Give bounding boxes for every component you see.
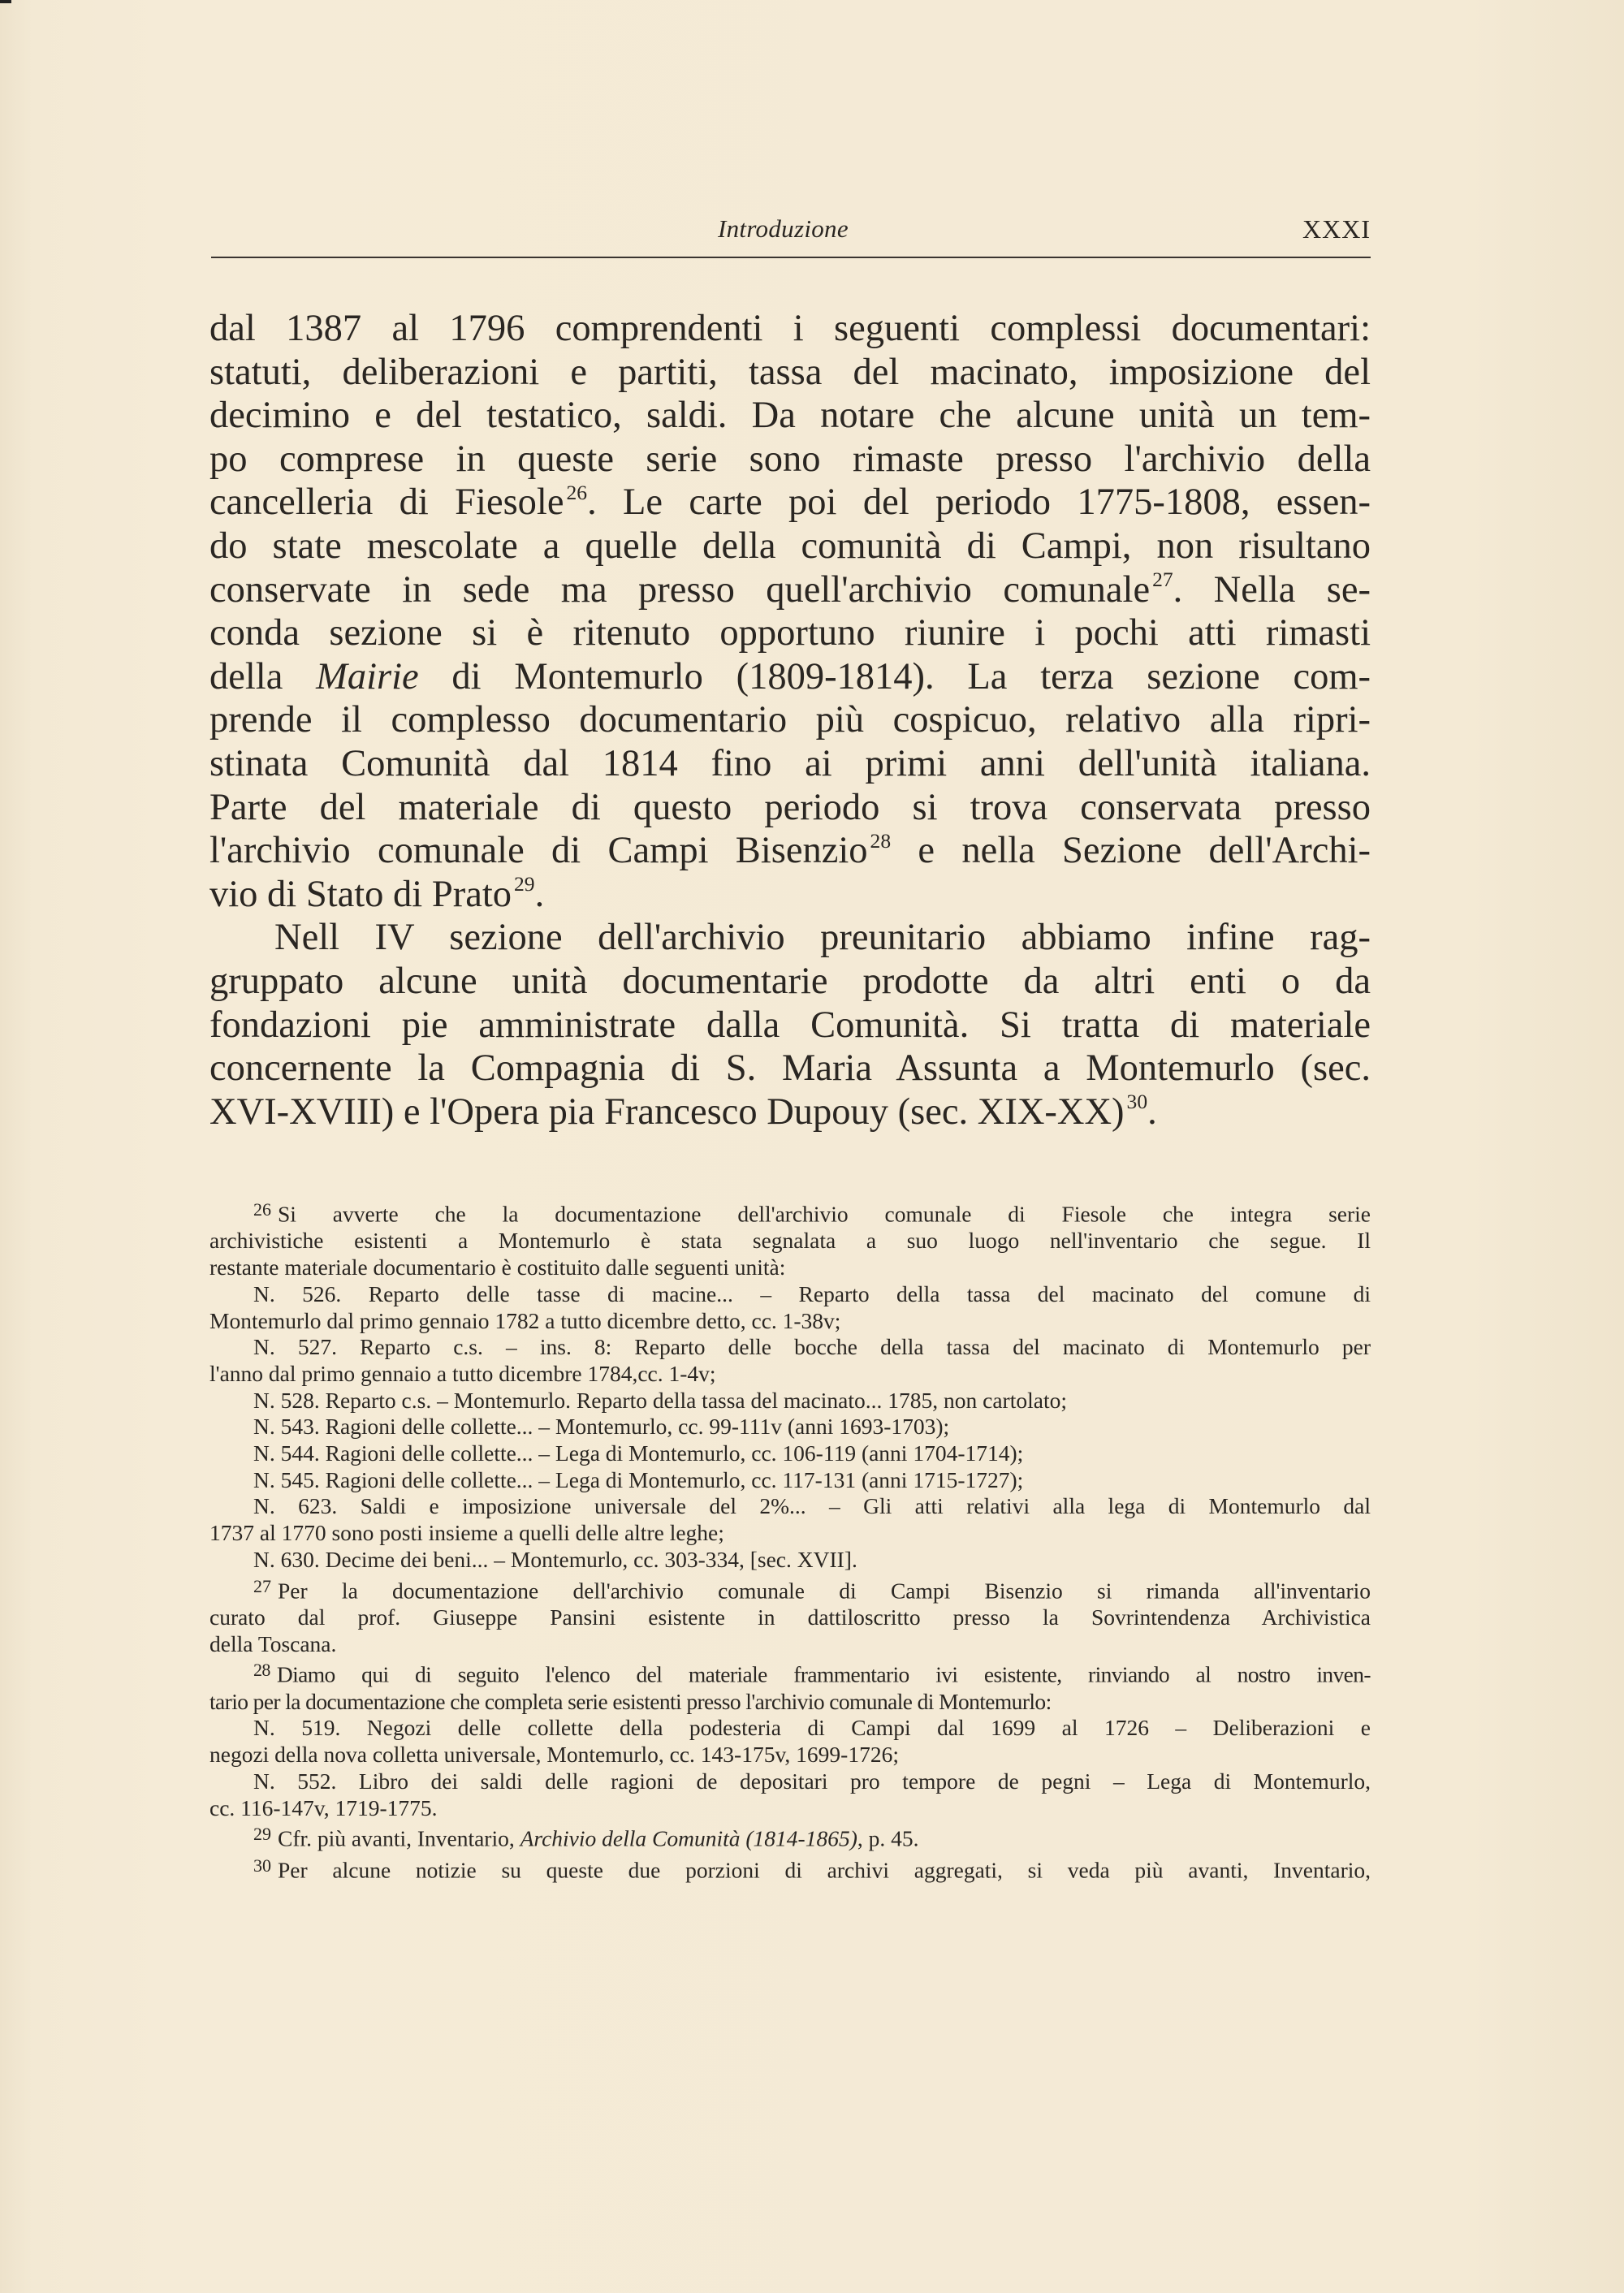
- italic-title: Archivio della Comunità (1814-1865): [520, 1825, 857, 1851]
- note-line: [209, 1574, 1371, 1604]
- footnote-26: [209, 1197, 1371, 1574]
- text-line: dal 1387 al 1796 comprendenti i seguenti complessi documentari:: [209, 308, 1371, 349]
- note-line: [209, 1853, 1371, 1884]
- footnote-28: [209, 1657, 1371, 1821]
- text-run: l'archivio comunale di Campi Bisenzio: [209, 830, 868, 872]
- footnote-ref-27[interactable]: 27: [1152, 568, 1173, 592]
- list-item-cont: l'anno dal primo gennaio a tutto dicembre 1784,cc. 1-4v;: [209, 1360, 716, 1386]
- footnote-ref-29[interactable]: 29: [514, 872, 535, 896]
- text-line: do state mescolate a quelle della comunità di Campi, non risultano: [209, 525, 1371, 567]
- text-run: e nella Sezione dell'Archi-: [891, 830, 1371, 872]
- text-run: Si avverte che la documentazione dell'archivio comunale di Fiesole che integra serie: [278, 1201, 1371, 1227]
- text-line: [209, 655, 1371, 699]
- note-line: curato dal prof. Giuseppe Pansini esistente in dattiloscritto presso la Sovrintendenza Archivistica: [209, 1604, 1371, 1630]
- text-run: cancelleria di Fiesole: [209, 481, 564, 524]
- text-run: di Montemurlo (1809-1814). La terza sezione com-: [418, 655, 1371, 697]
- running-head: [211, 213, 1371, 258]
- text-line: concernente la Compagnia di S. Maria Assunta a Montemurlo (sec.: [209, 1047, 1371, 1090]
- paragraph-2: [209, 916, 1371, 1134]
- text-line: decimino e del testatico, saldi. Da notare che alcune unità un tem-: [209, 395, 1371, 437]
- text-line: Parte del materiale di questo periodo si trova conservata presso: [209, 786, 1371, 828]
- list-item: N. 543. Ragioni delle collette... – Montemurlo, cc. 99-111v (anni 1693-1703);: [253, 1414, 950, 1440]
- text-run: . Le carte poi del periodo 1775-1808, essen-: [587, 481, 1371, 524]
- text-line: fondazioni pie amministrate dalla Comunità. Si tratta di materiale: [209, 1004, 1371, 1046]
- text-line: prende il complesso documentario più cospicuo, relativo alla ripri-: [209, 699, 1371, 741]
- list-item-cont: cc. 116-147v, 1719-1775.: [209, 1794, 438, 1820]
- text-run: Per la documentazione dell'archivio comunale di Campi Bisenzio si rimanda all'inventario: [278, 1578, 1371, 1604]
- footnote-number: 30: [253, 1855, 271, 1876]
- main-text: [209, 307, 1371, 1134]
- list-item-cont: negozi della nova colletta universale, Montemurlo, cc. 143-175v, 1699-1726;: [209, 1742, 899, 1768]
- list-item: N. 526. Reparto delle tasse di macine... – Reparto della tassa del macinato del comune di: [253, 1280, 1371, 1306]
- footnote-number: 28: [253, 1660, 270, 1681]
- text-run: della: [209, 655, 317, 697]
- text-run: conservate in sede ma presso quell'archivio comunale: [209, 568, 1151, 611]
- text-run: , p. 45.: [857, 1825, 919, 1851]
- footnote-ref-26[interactable]: 26: [566, 480, 588, 504]
- note-line: della Toscana.: [209, 1630, 337, 1656]
- footnote-ref-30[interactable]: 30: [1126, 1090, 1148, 1114]
- list-item: N. 552. Libro dei saldi delle ragioni de depositari pro tempore de pegni – Lega di Montemurlo,: [253, 1768, 1371, 1794]
- note-line: [209, 1197, 1371, 1228]
- note-line: [209, 1657, 1371, 1688]
- footnote-number: 26: [253, 1199, 271, 1220]
- list-item: N. 630. Decime dei beni... – Montemurlo, cc. 303-334, [sec. XVII].: [253, 1546, 857, 1572]
- list-item: N. 545. Ragioni delle collette... – Lega di Montemurlo, cc. 117-131 (anni 1715-1727);: [253, 1466, 1024, 1492]
- text-line: po comprese in queste serie sono rimaste presso l'archivio della: [209, 438, 1371, 480]
- note-line: [209, 1821, 1371, 1852]
- footnote-27: [209, 1574, 1371, 1658]
- footnote-number: 29: [253, 1824, 271, 1845]
- list-item: N. 528. Reparto c.s. – Montemurlo. Reparto della tassa del macinato... 1785, non cartolato;: [253, 1387, 1067, 1413]
- text-line: [209, 873, 1371, 917]
- italic-term-mairie: Mairie: [316, 655, 419, 697]
- list-item: N. 544. Ragioni delle collette... – Lega di Montemurlo, cc. 106-119 (anni 1704-1714);: [253, 1440, 1024, 1466]
- text-line: statuti, deliberazioni e partiti, tassa del macinato, imposizione del: [209, 351, 1371, 393]
- scan-edge-mark: [0, 0, 11, 3]
- list-item: N. 527. Reparto c.s. – ins. 8: Reparto delle bocche della tassa del macinato di Montemurlo per: [253, 1334, 1371, 1360]
- list-item: N. 519. Negozi delle collette della podesteria di Campi dal 1699 al 1726 – Deliberazioni e: [253, 1715, 1371, 1741]
- note-line: tario per la documentazione che completa serie esistenti presso l'archivio comunale di Montemurlo:: [209, 1688, 1052, 1714]
- text-line: gruppato alcune unità documentarie prodotte da altri enti o da: [209, 960, 1371, 1002]
- text-run: Per alcune notizie su queste due porzioni di archivi aggregati, si veda più avanti, Inventario,: [278, 1857, 1371, 1883]
- footnote-ref-28[interactable]: 28: [870, 828, 892, 853]
- paragraph-1: [209, 307, 1371, 916]
- list-item-cont: Montemurlo dal primo gennaio 1782 a tutto dicembre detto, cc. 1-38v;: [209, 1307, 841, 1333]
- text-line: stinata Comunità dal 1814 fino ai primi anni dell'unità italiana.: [209, 742, 1371, 784]
- list-item: N. 623. Saldi e imposizione universale del 2%... – Gli atti relativi alla lega di Montemurlo dal: [253, 1493, 1371, 1519]
- note-line: restante materiale documentario è costituito dalle seguenti unità:: [209, 1254, 786, 1280]
- text-run: Diamo qui di seguito l'elenco del materiale frammentario ivi esistente, rinviando al nostro inven-: [276, 1662, 1371, 1688]
- text-run: .: [534, 873, 545, 915]
- text-run: XVI-XVIII) e l'Opera pia Francesco Dupouy (sec. XIX-XX): [209, 1090, 1125, 1133]
- footnotes: [209, 1197, 1371, 1884]
- page-number: XXXI: [1302, 214, 1371, 244]
- text-line: [209, 829, 1371, 873]
- text-run: . Nella se-: [1173, 568, 1371, 611]
- text-run: Cfr. più avanti, Inventario,: [278, 1825, 520, 1851]
- text-line: [209, 1090, 1371, 1134]
- list-item-cont: 1737 al 1770 sono posti insieme a quelli delle altre leghe;: [209, 1520, 724, 1546]
- text-run: .: [1147, 1090, 1157, 1133]
- running-head-title: Introduzione: [718, 214, 849, 243]
- footnote-number: 27: [253, 1575, 271, 1596]
- note-line: archivistiche esistenti a Montemurlo è stata segnalata a suo luogo nell'inventario che segue. Il: [209, 1228, 1371, 1254]
- footnote-30: [209, 1853, 1371, 1884]
- text-line: [209, 568, 1371, 612]
- text-line: conda sezione si è ritenuto opportuno riunire i pochi atti rimasti: [209, 612, 1371, 654]
- text-line: Nell IV sezione dell'archivio preunitario abbiamo infine rag-: [274, 917, 1371, 959]
- text-run: vio di Stato di Prato: [209, 873, 512, 915]
- footnote-29: [209, 1821, 1371, 1852]
- text-line: [209, 481, 1371, 525]
